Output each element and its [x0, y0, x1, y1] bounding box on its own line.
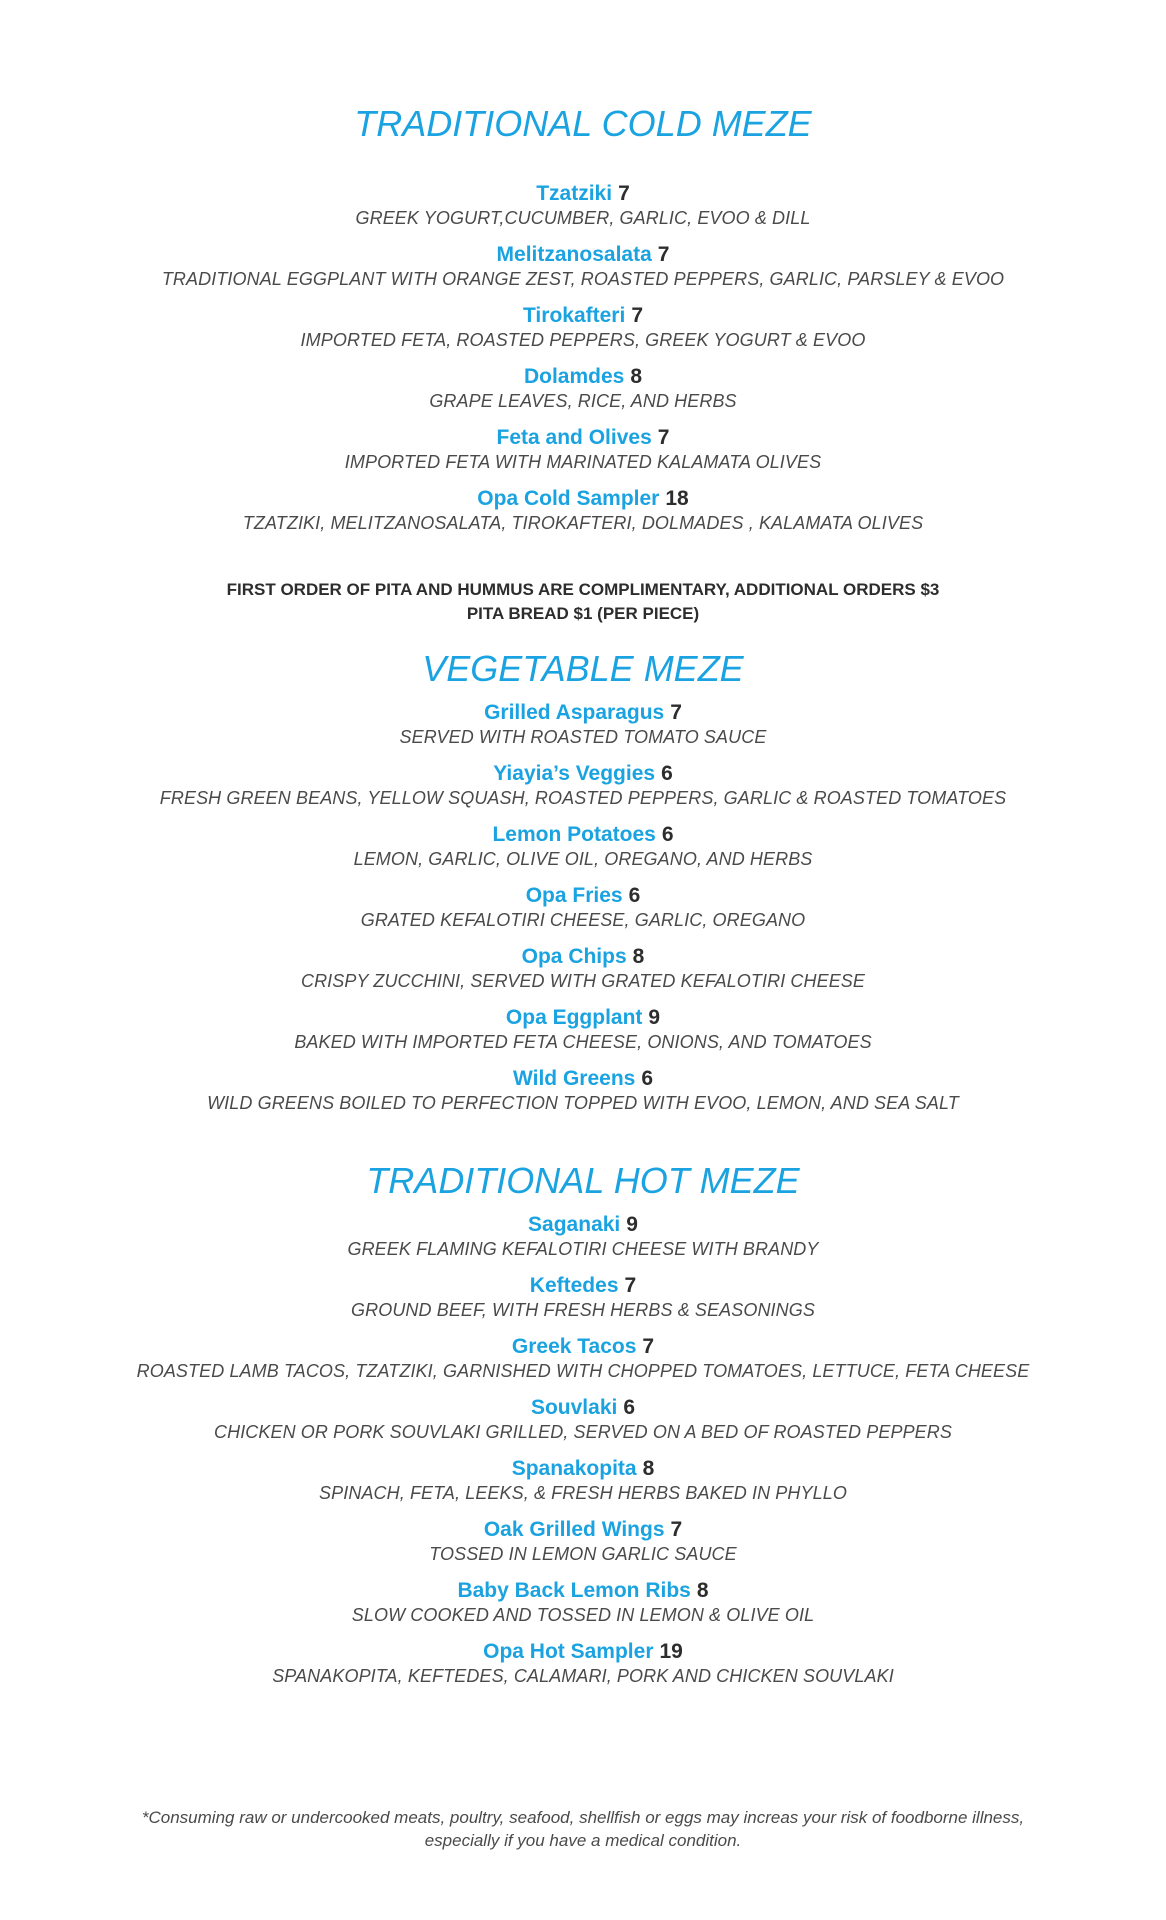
- item-name: Tirokafteri: [522, 304, 626, 327]
- menu-item: [0, 1578, 1166, 1626]
- item-price: 6: [661, 823, 674, 846]
- item-name: Oak Grilled Wings: [483, 1518, 665, 1541]
- item-description: IMPORTED FETA WITH MARINATED KALAMATA OLIVES: [344, 452, 822, 472]
- item-description: CHICKEN OR PORK SOUVLAKI GRILLED, SERVED ON A BED OF ROASTED PEPPERS: [214, 1422, 952, 1442]
- pita-notice: [0, 578, 1166, 626]
- item-description: FRESH GREEN BEANS, YELLOW SQUASH, ROASTED PEPPERS, GARLIC & ROASTED TOMATOES: [159, 788, 1007, 808]
- menu-item: [0, 364, 1166, 412]
- item-description: SPINACH, FETA, LEEKS, & FRESH HERBS BAKED IN PHYLLO: [319, 1483, 847, 1503]
- item-name: Feta and Olives: [496, 426, 652, 449]
- pita-notice-line-1: FIRST ORDER OF PITA AND HUMMUS ARE COMPLIMENTARY, ADDITIONAL ORDERS $3: [226, 580, 940, 599]
- menu-item: [0, 1005, 1166, 1053]
- item-price: 7: [670, 1518, 683, 1541]
- item-name: Opa Hot Sampler: [483, 1640, 654, 1663]
- section-title-cold-meze: TRADITIONAL COLD MEZE: [354, 103, 812, 144]
- item-description: TOSSED IN LEMON GARLIC SAUCE: [429, 1544, 737, 1564]
- menu-item: [0, 1639, 1166, 1687]
- item-price: 6: [661, 762, 673, 785]
- item-name: Baby Back Lemon Ribs: [457, 1579, 691, 1602]
- item-price: 7: [624, 1274, 637, 1297]
- menu-item: [0, 1066, 1166, 1114]
- menu-item: [0, 1212, 1166, 1260]
- item-price: 8: [696, 1579, 709, 1602]
- menu-item: [0, 822, 1166, 870]
- item-description: ROASTED LAMB TACOS, TZATZIKI, GARNISHED WITH CHOPPED TOMATOES, LETTUCE, FETA CHEESE: [136, 1361, 1030, 1381]
- item-name: Opa Cold Sampler: [477, 487, 660, 510]
- menu-item: [0, 700, 1166, 748]
- item-name: Wild Greens: [512, 1067, 636, 1090]
- item-description: GREEK YOGURT,CUCUMBER, GARLIC, EVOO & DILL: [355, 208, 811, 228]
- item-name: Spanakopita: [511, 1457, 637, 1480]
- item-description: TZATZIKI, MELITZANOSALATA, TIROKAFTERI, DOLMADES , KALAMATA OLIVES: [242, 513, 924, 533]
- item-description: GRAPE LEAVES, RICE, AND HERBS: [429, 391, 737, 411]
- item-price: 6: [623, 1396, 636, 1419]
- item-description: SLOW COOKED AND TOSSED IN LEMON & OLIVE OIL: [351, 1605, 815, 1625]
- item-name: Lemon Potatoes: [492, 823, 656, 846]
- item-name: Keftedes: [529, 1274, 619, 1297]
- menu-item: [0, 303, 1166, 351]
- item-name: Greek Tacos: [511, 1335, 637, 1358]
- menu-item: [0, 486, 1166, 534]
- section-title-vegetable-meze: VEGETABLE MEZE: [422, 648, 744, 689]
- item-description: SERVED WITH ROASTED TOMATO SAUCE: [399, 727, 767, 747]
- item-price: 7: [670, 701, 682, 724]
- item-price: 9: [626, 1213, 638, 1236]
- item-name: Opa Fries: [525, 884, 623, 907]
- item-description: CRISPY ZUCCHINI, SERVED WITH GRATED KEFALOTIRI CHEESE: [300, 971, 866, 991]
- item-name: Tzatziki: [536, 182, 613, 205]
- menu-item: [0, 181, 1166, 229]
- disclaimer-line-2: especially if you have a medical condition.: [424, 1831, 742, 1850]
- menu-item: [0, 883, 1166, 931]
- item-name: Dolamdes: [523, 365, 625, 388]
- item-name: Grilled Asparagus: [484, 701, 665, 724]
- item-description: WILD GREENS BOILED TO PERFECTION TOPPED WITH EVOO, LEMON, AND SEA SALT: [207, 1093, 959, 1113]
- item-price: 7: [618, 182, 630, 205]
- menu-item: [0, 1517, 1166, 1565]
- item-description: TRADITIONAL EGGPLANT WITH ORANGE ZEST, ROASTED PEPPERS, GARLIC, PARSLEY & EVOO: [161, 269, 1005, 289]
- item-description: GROUND BEEF, WITH FRESH HERBS & SEASONINGS: [351, 1300, 815, 1320]
- item-price: 6: [641, 1067, 654, 1090]
- menu-item: [0, 242, 1166, 290]
- menu-item: [0, 1273, 1166, 1321]
- item-name: Opa Eggplant: [505, 1006, 643, 1029]
- food-safety-disclaimer: [0, 1806, 1166, 1852]
- item-price: 7: [657, 243, 670, 266]
- item-description: GRATED KEFALOTIRI CHEESE, GARLIC, OREGANO: [360, 910, 806, 930]
- item-price: 18: [665, 487, 689, 510]
- item-price: 6: [628, 884, 641, 907]
- item-description: LEMON, GARLIC, OLIVE OIL, OREGANO, AND HERBS: [353, 849, 813, 869]
- item-description: BAKED WITH IMPORTED FETA CHEESE, ONIONS, AND TOMATOES: [294, 1032, 872, 1052]
- disclaimer-line-1: *Consuming raw or undercooked meats, poultry, seafood, shellfish or eggs may increas your risk of foodborne illness,: [141, 1808, 1025, 1827]
- menu-item: [0, 1395, 1166, 1443]
- item-price: 8: [630, 365, 643, 388]
- item-description: IMPORTED FETA, ROASTED PEPPERS, GREEK YOGURT & EVOO: [300, 330, 866, 350]
- item-price: 7: [642, 1335, 655, 1358]
- item-name: Opa Chips: [521, 945, 627, 968]
- item-name: Saganaki: [528, 1213, 621, 1236]
- item-name: Melitzanosalata: [496, 243, 652, 266]
- menu-item: [0, 761, 1166, 809]
- item-name: Yiayia’s Veggies: [493, 762, 656, 785]
- item-price: 7: [657, 426, 670, 449]
- section-title-hot-meze: TRADITIONAL HOT MEZE: [366, 1160, 800, 1201]
- item-price: 7: [631, 304, 643, 327]
- item-price: 8: [632, 945, 645, 968]
- menu-item: [0, 944, 1166, 992]
- pita-notice-line-2: PITA BREAD $1 (PER PIECE): [466, 604, 700, 623]
- item-name: Souvlaki: [530, 1396, 618, 1419]
- menu-item: [0, 1456, 1166, 1504]
- menu-item: [0, 425, 1166, 473]
- item-description: SPANAKOPITA, KEFTEDES, CALAMARI, PORK AND CHICKEN SOUVLAKI: [272, 1666, 894, 1686]
- item-price: 9: [648, 1006, 661, 1029]
- item-price: 19: [659, 1640, 683, 1663]
- item-description: GREEK FLAMING KEFALOTIRI CHEESE WITH BRANDY: [347, 1239, 819, 1259]
- menu-item: [0, 1334, 1166, 1382]
- item-price: 8: [642, 1457, 655, 1480]
